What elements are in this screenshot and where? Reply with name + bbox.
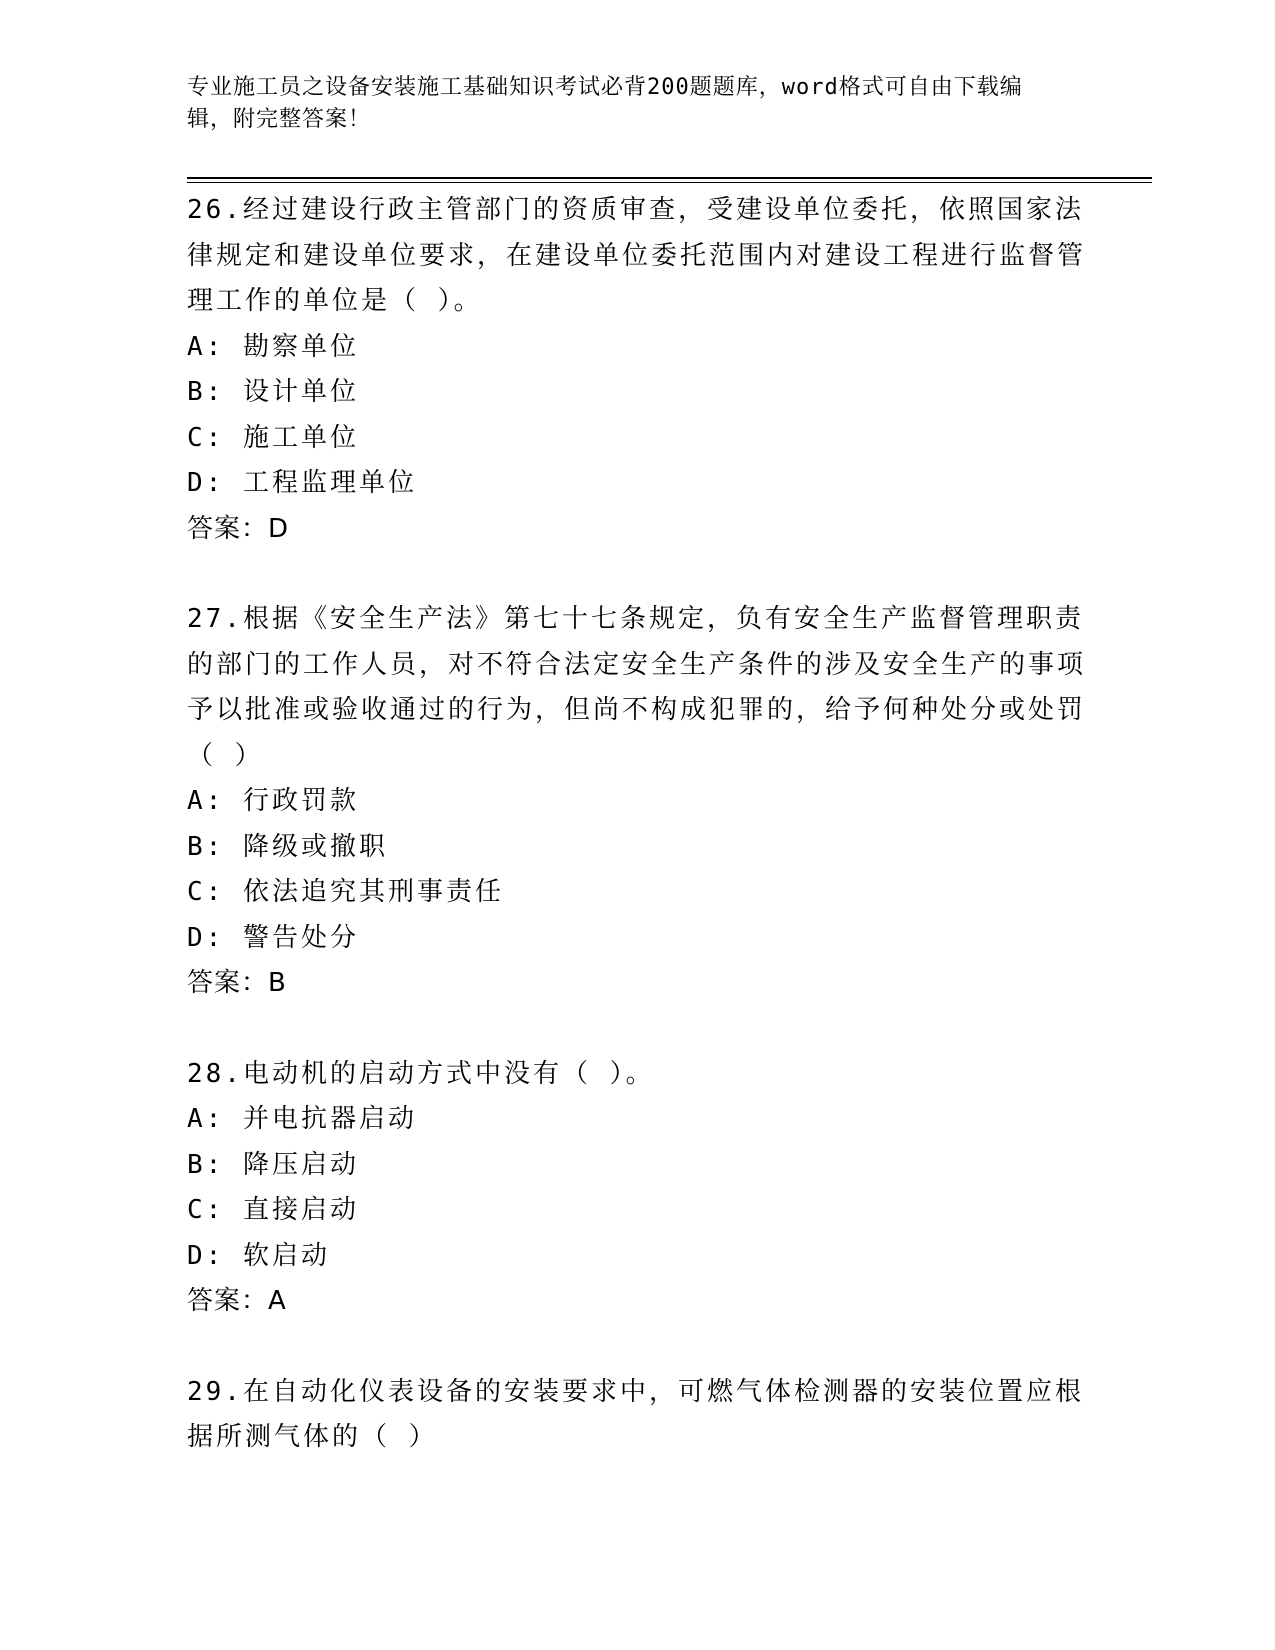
document-header: 专业施工员之设备安装施工基础知识考试必背200题题库，word格式可自由下载编辑，附完整答案！ [187,75,1023,132]
answer-line: 答案：A [187,1286,287,1316]
option-a: A: 并电抗器启动 [187,1104,417,1134]
option-b: B: 降级或撤职 [187,831,388,862]
option-c: C: 依法追究其刑事责任 [187,877,504,907]
question-stem: 29.在自动化仪表设备的安装要求中，可燃气体检测器的安装位置应根据所测气体的（ ） [187,1376,1084,1452]
question-28 [187,1052,1087,1325]
answer-line: 答案：D [187,513,290,544]
answer-line: 答案：B [187,968,287,998]
option-d: D: 工程监理单位 [187,468,417,498]
header-divider-thick [187,177,1152,179]
option-b: B: 降压启动 [187,1149,359,1180]
option-a: A: 行政罚款 [187,786,359,816]
option-c: C: 直接启动 [187,1195,359,1225]
question-list [187,188,1087,1461]
question-29 [187,1370,1087,1461]
option-c: C: 施工单位 [187,422,359,453]
option-d: D: 软启动 [187,1240,330,1271]
header-divider-thin [187,182,1152,183]
option-d: D: 警告处分 [187,922,359,953]
question-27 [187,597,1087,1007]
question-stem: 26.经过建设行政主管部门的资质审查，受建设单位委托，依照国家法律规定和建设单位要求，在建设单位委托范围内对建设工程进行监督管理工作的单位是（ ）。 [187,195,1087,316]
option-b: B: 设计单位 [187,377,359,407]
question-stem: 27.根据《安全生产法》第七十七条规定，负有安全生产监督管理职责的部门的工作人员，对不符合法定安全生产条件的涉及安全生产的事项予以批准或验收通过的行为，但尚不构成犯罪的，给予何种处分或处罚（ ） [187,604,1087,771]
question-stem: 28.电动机的启动方式中没有（ ）。 [187,1058,655,1089]
option-a: A: 勘察单位 [187,331,359,362]
question-26 [187,188,1087,552]
